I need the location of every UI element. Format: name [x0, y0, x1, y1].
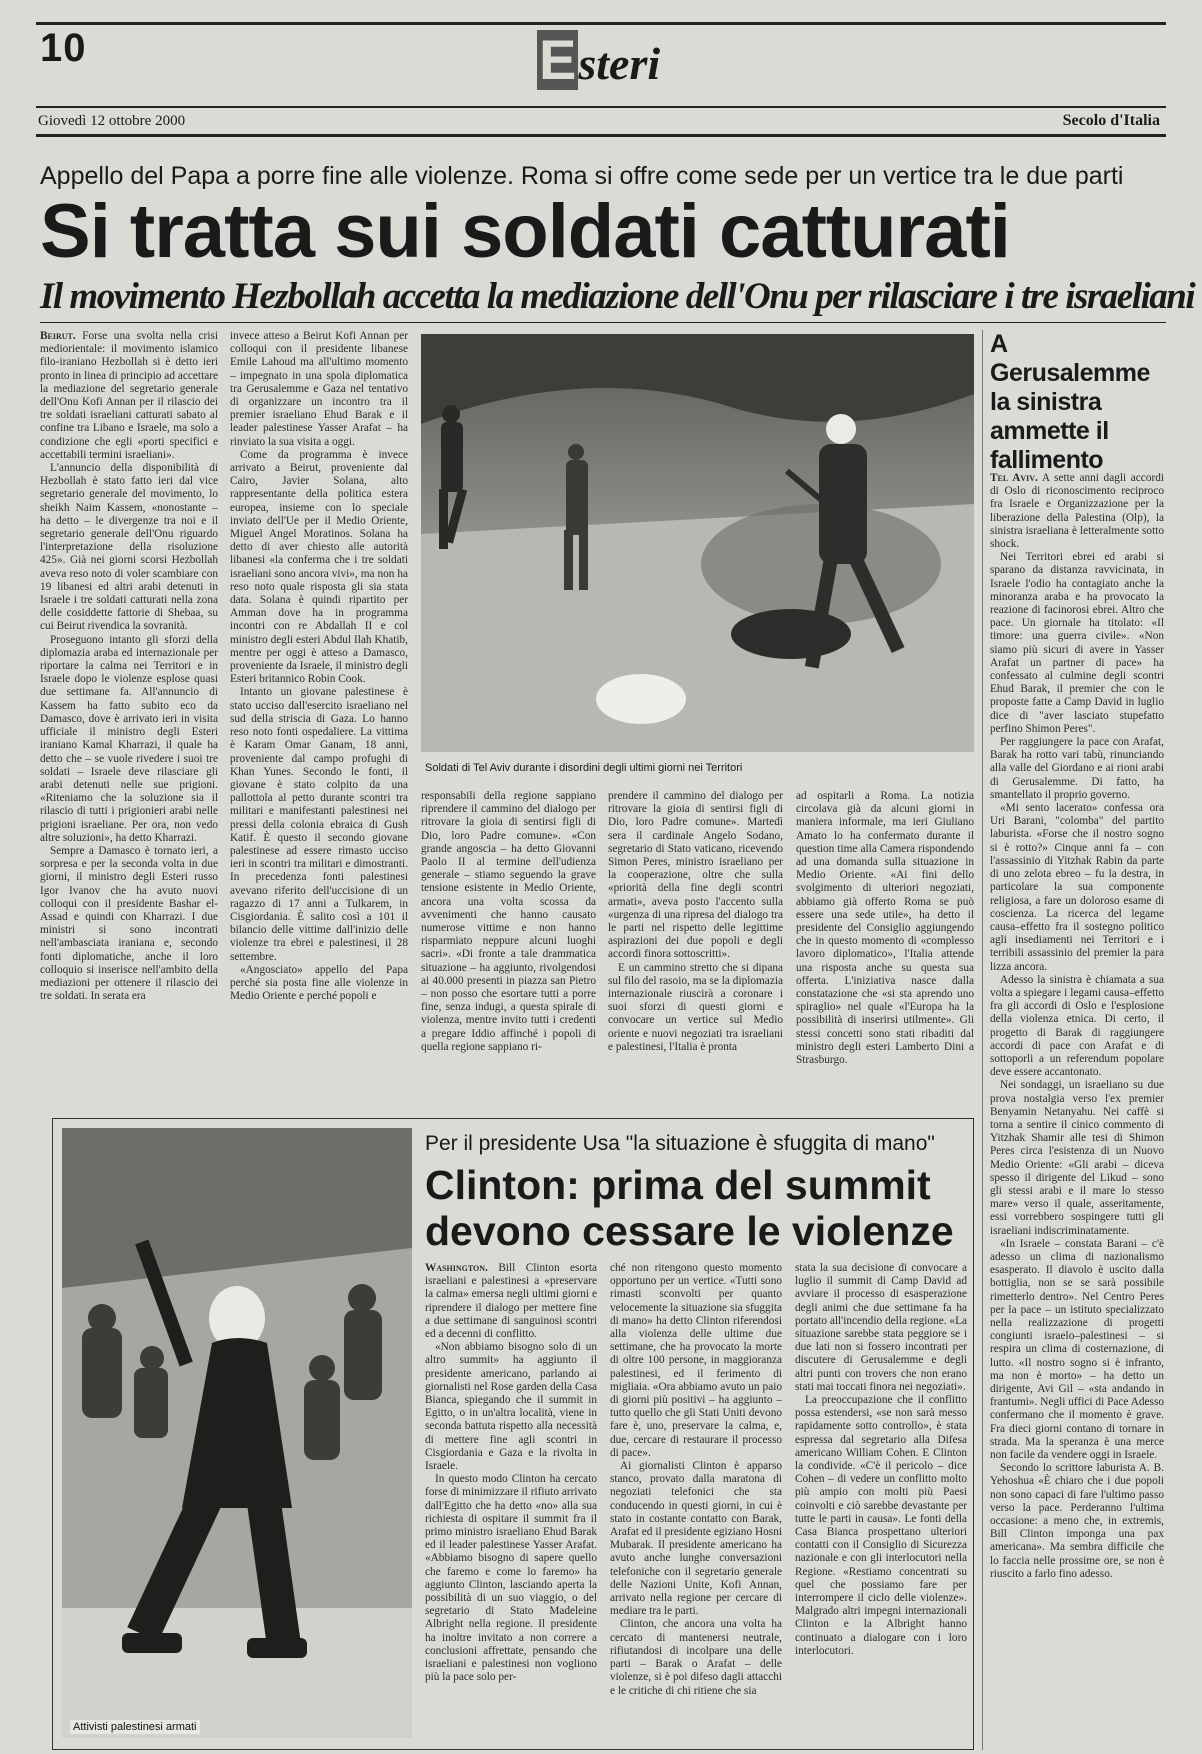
- clinton-article-column-2: [610, 1262, 782, 1742]
- activists-photo-image: [62, 1128, 412, 1738]
- main-kicker: Appello del Papa a porre fine alle violenze. Roma si offre come sede per un vertice tra le due parti: [40, 162, 1124, 190]
- section-title-initial: E: [539, 28, 577, 91]
- dateline-washington: Washington.: [425, 1262, 488, 1274]
- paragraph: Intanto un giovane palestinese è stato ucciso dall'esercito israeliano nel sud della striscia di Gaza. Lo hanno reso noto fonti ospedaliere. La vittima è Karam Omar Ganam, 18 anni, proveniente dal campo profughi di Khan Yunes. Secondo le fonti, il giovane è stato colpito da una pallottola al petto durante scontri tra militari e manifestanti palestinesi nei pressi della colonia ebraica di Gush Katif. È questo il secondo giovane palestinese ad essere rimasto ucciso ieri in scontri tra militari e dimostranti. In precedenza fonti palestinesi avevano riferito dell'uccisione di un ragazzo di 17 anni a Tulkarem, in Cisgiordania. È salito così a 101 il bilancio delle vittime dall'inizio delle violenze tra ebrei e palestinesi, il 28 settembre.: [230, 686, 408, 963]
- paragraph: responsabili della regione sappiano riprendere il cammino del dialogo per ritrovare la gioia di sentirsi figli di Dio, loro Padre comune». «Con grande angoscia – ha detto Giovanni Paolo II al termine dell'udienza generale – stiamo seguendo la grave tensione esistente in Medio Oriente, ancora una volta scossa da avvenimenti che hanno causato numerose vittime e non hanno risparmiato neppure alcuni luoghi sacri». «Di fronte a tale drammatica situazione – ha aggiunto, rivolgendosi ai 40.000 presenti in piazza san Pietro – non posso che esortare tutti a porre fine, senza indugi, a questa spirale di violenza, mentre invito tutti i credenti a pregare Iddio affinché i popoli di quella regione sappiano ri-: [421, 790, 596, 1053]
- paragraph: In questo modo Clinton ha cercato forse di minimizzare il rifiuto arrivato dall'Egitto che ha detto «no» alla sua richiesta di ospitare il summit fra il primo ministro israeliano Ehud Barak ed il leader palestinese Yasser Arafat. «Abbiamo bisogno di sapere quello che faremo e come lo faremo» ha aggiunto Clinton, lasciando aperta la possibilità di un suo viaggio, o del segretario di Stato Madeleine Albright nella regione. Il presidente ha inoltre invitato a non correre a conclusioni affrettate, pensando che israeliani e palestinesi non vogliono più la pace solo per-: [425, 1473, 597, 1684]
- paragraph: invece atteso a Beirut Kofi Annan per colloqui con il presidente libanese Emile Lahoud ma all'ultimo momento – impegnato in una spola diplomatica tra Gerusalemme e Gaza nel tentativo di organizzare un incontro tra il premier israeliano Ehud Barak e il leader palestinese Yasser Arafat – ha rinviato la sua visita a oggi.: [230, 330, 408, 448]
- paragraph: «Mi sento lacerato» confessa ora Uri Barani, "colomba" del partito laburista. «Forse che il nostro sogno si è rotto?» Cinque anni fa – con l'assassinio di Yitzhak Rabin da parte di uno zelota ebreo – fu la destra, in particolare la sua componente religiosa, a fare un doloroso esame di coscienza. La ricerca del legame causa–effetto fra il sostegno politico agli insediamenti nei Territori e i terribili assassinio del premier la para lizza ancora.: [990, 802, 1164, 973]
- paragraph: «In Israele – constata Barani – c'è adesso un clima di nazionalismo esasperato. Il diavolo è uscito dalla bottiglia, non se se sarà possibile rimetterlo dentro». Nel Centro Peres per la pace – un istituto specializzato nella realizzazione di progetti congiunti israelo–palestinesi – si respira un clima di costernazione, di lutto. «Il nostro sogno si è infranto, ma non è morto» – ha detto un dirigente, Avi Gil – «sta andando in frantumi». Negli uffici di Pace Adesso confermano che il momento è grave. Fra dieci giorni contano di tornare in strada. Ma la speranza è una merce non facile da vendere oggi in Israele.: [990, 1237, 1164, 1462]
- section-title-rest: steri: [578, 38, 661, 89]
- clinton-headline: Clinton: prima del summit devono cessare le violenze: [425, 1162, 954, 1254]
- paragraph: A sette anni dagli accordi di Oslo di riconoscimento reciproco fra Israele e Organizzazione per la liberazione della Palestina (Olp), la sinistra israeliana è letteralmente sotto shock.: [990, 472, 1164, 551]
- dateline-beirut: Beirut.: [40, 330, 76, 342]
- main-article-column-1: [40, 330, 218, 1075]
- paragraph: E un cammino stretto che si dipana sul filo del rasoio, ma se la diplomazia internazionale riuscirà a coronare i suoi sforzi di questi giorni e convocare un vertice sul Medio oriente e nuovi negoziati tra israeliani e palestinesi, l'Italia è pronta: [608, 961, 783, 1053]
- paragraph: Proseguono intanto gli sforzi della diplomazia araba ed internazionale per riportare la calma nei Territori e in Israele dopo le violenze esplose quasi due settimane fa. All'annuncio di Kassem ha fatto subito eco da Damasco, dove è arrivato ieri in visita ufficiale il ministro degli Esteri iraniano Kamal Kharrazi, il quale ha detto che – se vuole rivedere i suoi tre soldati – Israele deve rilasciare gli arabi detenuti nelle sue prigioni. «Riteniamo che la soluzione sia il rilascio di tutti i prigionieri arabi nelle prigioni israeliane. Per ora, non vedo altre soluzioni», ha detto Kharrazi.: [40, 633, 218, 844]
- top-rule: [36, 22, 1166, 25]
- paragraph: Bill Clinton esorta israeliani e palestinesi a «preservare la calma» emersa negli ultimi giorni e riprendere il dialogo per mettere fine a due settimane di sanguinosi scontri ed a decenni di conflitto.: [425, 1262, 597, 1341]
- paragraph: ché non ritengono questo momento opportuno per un vertice. «Tutti sono rimasti sconvolti per quanto velocemente la situazione sia sfuggita di mano» ha detto Clinton riferendosi alla violenza delle ultime due settimane, che ha provocato la morte di oltre 100 persone, in maggioranza palestinesi, ed il ferimento di migliaia. «Ora abbiamo avuto un paio di giorni più positivi – ha aggiunto – tutto quello che gli Stati Uniti devono fare è, uno, preservare la calma, e, due, cercare di restaurare il processo di pace».: [610, 1262, 782, 1459]
- main-article-column-3: [421, 790, 596, 1075]
- issue-date: Giovedì 12 ottobre 2000: [38, 113, 186, 129]
- headline-rule: [40, 322, 1166, 323]
- clinton-article-column-3: [795, 1262, 967, 1742]
- paragraph: stata la sua decisione di convocare a luglio il summit di Camp David ad avviare il processo di esasperazione degli animi che due settimane fa ha portato all'incendio della regione. «La situazione sarebbe stata peggiore se i due lati non si fossero incontrati per discutere di Gerusalemme e degli altri punti con trovers che non erano stati mai toccati finora nei negoziati».: [795, 1262, 967, 1393]
- dateline-tel-aviv: Tel Aviv.: [990, 472, 1038, 484]
- main-headline: Si tratta sui soldati catturati: [40, 189, 1010, 274]
- paragraph: La preoccupazione che il conflitto possa estendersi, «se non sarà messo rapidamente sotto controllo», è stata espressa dal segretario alla Difesa americano William Cohen. E Clinton la condivide. «C'è il pericolo – dice Cohen – di vedere un conflitto molto più ampio con molti più Paesi coinvolti e ciò sarebbe devastante per tutte le parti in causa». Le fonti della Casa Bianca prospettano ulteriori contatti con il Consiglio di Sicurezza nazionale e con gli interlocutori nella Regione. «Restiamo concentrati su quel che possiamo fare per interrompere il ciclo delle violenze». Malgrado altri impegni internazionali Clinton e la Albright hanno continuato a dialogare con i loro interlocutori.: [795, 1394, 967, 1657]
- paragraph: Forse una svolta nella crisi mediorientale: il movimento islamico filo-iraniano Hezbollah si è detto ieri pronto in linea di principio ad accettare la mediazione del segretario generale dell'Onu Kofi Annan per il rilascio dei tre soldati israeliani catturati sabato al confine tra Libano e Israele, ma solo a condizione che egli «porti specifici e accettabili termini israeliani».: [40, 330, 218, 461]
- paragraph: Secondo lo scrittore laburista A. B. Yehoshua «È chiaro che i due popoli non sono capaci di fare l'ultimo passo verso la pace. Perderanno l'ultima occasione: a meno che, in extremis, Bill Clinton imponga una pax americana». Ma sembra difficile che lo faccia nelle prossime ore, se non è riuscito a farlo fino adesso.: [990, 1462, 1164, 1580]
- section-title: [537, 30, 660, 90]
- paragraph: Clinton, che ancora una volta ha cercato di mantenersi neutrale, rifiutandosi di incolpare una delle parti – Barak o Arafat – delle violenze, si è poi difeso dagli attacchi e le critiche di chi ritiene che sia: [610, 1618, 782, 1697]
- paragraph: Nei sondaggi, un israeliano su due prova nostalgia verso l'ex premier Benyamin Netanyahu. Nei caffè si torna a sentire il cinico commento di Yitzhak Shamir alle tesi di Shimon Peres circa l'esistenza di un Nuovo Medio Oriente: «Gli arabi – diceva spesso il dirigente del Likud – sono gli stessi arabi e il mare lo stesso mare» verso il quale, asseritamente, essi vorrebbero sospingere tutti gli israeliani indiscriminatamente.: [990, 1079, 1164, 1237]
- paragraph: L'annuncio della disponibilità di Hezbollah è stato fatto ieri dal vice segretario generale del movimento, lo sheikh Naim Kassem, «nonostante – ha detto – le divergenze tra noi e il segretario generale dell'Onu riguardo l'interpretazione della risoluzione 425». Già nei giorni scorsi Hezbollah aveva reso noto di voler scambiare con 19 libanesi ed altri arabi detenuti in Israele i tre soldati catturati nella zona delle cosiddette fattorie di Shebaa, su cui Beirut rivendica la sovranità.: [40, 462, 218, 633]
- paragraph: Come da programma è invece arrivato a Beirut, proveniente dal Cairo, Javier Solana, alto rappresentante della politica estera europea, insieme con lo speciale inviato dell'Ue per il Medio Oriente, Miguel Angel Moratinos. Solana ha detto di aver chiesto alle autorità libanesi «la conferma che i tre soldati israeliani sono ancora vivi», ma non ha reso noto quale risposta gli sia stata data. Solana è quindi ripartito per Amman dove ha in programma incontri con re Abdallah II e col ministro degli esteri Abdul Ilah Khatib, mentre per oggi è atteso a Damasco, proveniente da Israele, il ministro degli Esteri britannico Robin Cook.: [230, 448, 408, 686]
- masthead-bottom-rule: [36, 134, 1166, 137]
- paragraph: ad ospitarli a Roma. La notizia circolava già da alcuni giorni in maniera informale, ma ieri Giuliano Amato lo ha confermato durante il question time alla Camera rispondendo ad una domanda sulla situazione in Medio Oriente. «Ai fini dello svolgimento di ulteriori negoziati, abbiamo già offerto Roma se può essere una sede utile», ha detto il presidente del Consiglio aggiungendo che in questo momento di «complesso lavoro diplomatico», l'Italia attende una risposta anche su questa sua offerta. L'iniziativa nasce dalla constatazione che «si sta aprendo uno spiraglio» nel quale «l'Europa ha la possibilità di inserirsi utilmente». Gli stessi concetti sono stati ribaditi dal ministro degli esteri Lamberto Dini a Strasburgo.: [796, 790, 974, 1067]
- page-number: 10: [40, 26, 87, 70]
- main-subheadline: Il movimento Hezbollah accetta la mediazione dell'Onu per rilasciare i tre israeliani: [40, 276, 1195, 317]
- soldiers-photo-image: [421, 334, 974, 752]
- soldiers-photo: [421, 334, 974, 752]
- main-article-column-4: [608, 790, 783, 1075]
- paragraph: Nei Territori ebrei ed arabi si sparano da distanza ravvicinata, in Israele l'odio ha contagiato anche la minoranza araba e ha provocato la reazione di facinorosi ebrei. Altro che pace. Un giornale ha titolato: «Il timore: una guerra civile». «Non siamo più sicuri di avere in Yasser Arafat un partner di pace» ha confessato al culmine degli scontri Ehud Barak, il premier che con le proposte fatte a Camp David in luglio dice di "aver lasciato stupefatto perfino Shimon Peres".: [990, 551, 1164, 735]
- activists-photo: [62, 1128, 412, 1738]
- paragraph: «Angosciato» appello del Papa perché sia posta fine alle violenze in Medio Oriente e perché popoli e: [230, 963, 408, 1003]
- paragraph: Ai giornalisti Clinton è apparso stanco, provato dalla maratona di negoziati telefonici che sta conducendo in questi giorni, in cui è stato in costante contatto con Barak, Arafat ed il presidente egiziano Hosni Mubarak. Il presidente americano ha avuto anche lunghe conversazioni telefoniche con il segretario generale delle Nazioni Unite, Kofi Annan, arrivato nella regione per cercare di mediare tra le parti.: [610, 1460, 782, 1618]
- side-article-headline: A Gerusalemme la sinistra ammette il fallimento: [990, 330, 1150, 474]
- paragraph: «Non abbiamo bisogno solo di un altro summit» ha aggiunto il presidente americano, parlando ai giornalisti nel Rose garden della Casa Bianca, spiegando che il summit in Egitto, o in un'altra località, viene in seconda battuta rispetto alla necessità di mettere fine agli scontri in Cisgiordania e Gaza e la rivolta in Israele.: [425, 1341, 597, 1473]
- clinton-article-column-1: [425, 1262, 597, 1742]
- paragraph: Per raggiungere la pace con Arafat, Barak ha rotto vari tabù, rinunciando alla valle del Giordano e ai rioni arabi di Gerusalemme. Di fatto, ha smantellato il proprio governo.: [990, 736, 1164, 801]
- main-article-column-2: [230, 330, 408, 1075]
- side-article-body: [990, 472, 1164, 1752]
- paragraph: Sempre a Damasco è tornato ieri, a sorpresa e per la seconda volta in due giorni, il ministro degli Esteri russo Igor Ivanov che ha avuto nuovi colloqui con il presidente Bashar el-Assad e quindi con Kharrazi. I due ministri si sono incontrati nell'ambasciata iraniana e, secondo fonti diplomatiche, anche il loro colloquio si inserisce nell'ambito della mediazioni per ottenere il rilascio dei tre soldati. In serata era: [40, 844, 218, 1003]
- soldiers-photo-caption: Soldati di Tel Aviv durante i disordini degli ultimi giorni nei Territori: [425, 762, 743, 774]
- paragraph: prendere il cammino del dialogo per ritrovare la gioia di sentirsi figli di Dio, loro Padre comune». Martedì sera il cardinale Angelo Sodano, segretario di Stato vaticano, ricevendo Simon Peres, ministro israeliano per la cooperazione, oltre che sulla «priorità della fine degli scontri armati», aveva posto l'accento sulla «urgenza di una ripresa del dialogo tra le parti nel rispetto delle legittime aspirazioni dei due popoli e degli accordi finora sottoscritti».: [608, 790, 783, 961]
- side-column-divider: [982, 330, 983, 1750]
- paragraph: Adesso la sinistra è chiamata a sua volta a spiegare i legami causa–effetto fra gli accordi di Oslo e l'esplosione della violenza etnica. Di certo, il progetto di Barak di raggiungere accordi di pace con Arafat e di sottoporli a un referendum popolare deve essere accantonato.: [990, 973, 1164, 1079]
- clinton-kicker: Per il presidente Usa "la situazione è sfuggita di mano": [425, 1132, 935, 1155]
- activists-photo-caption: Attivisti palestinesi armati: [70, 1720, 200, 1734]
- main-article-column-5: [796, 790, 974, 1075]
- newspaper-name: Secolo d'Italia: [1062, 112, 1160, 129]
- masthead-rule: [36, 106, 1166, 108]
